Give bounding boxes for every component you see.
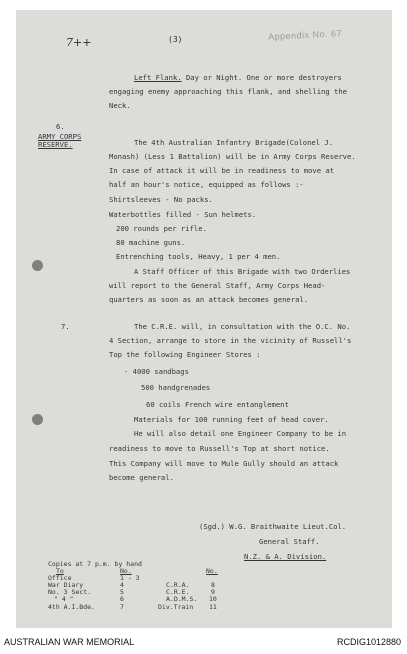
punch-hole xyxy=(32,414,43,425)
copies-col-no: No. xyxy=(120,567,132,575)
copies-row: C.R.A. xyxy=(166,581,190,589)
section-6-line: Monash) (Less 1 Battalion) will be in Army Corps Reserve. xyxy=(109,152,356,161)
page-number: (3) xyxy=(168,35,183,44)
section-6-line: half an hour's notice, equipped as follows :- xyxy=(109,180,304,189)
document-page xyxy=(16,10,392,628)
copies-row: War Diary xyxy=(48,581,84,589)
left-flank-line-3: Neck. xyxy=(109,101,131,110)
section-7-line: This Company will move to Mule Gully should an attack xyxy=(109,459,339,468)
copies-row: Div.Train xyxy=(158,603,194,611)
punch-hole xyxy=(32,260,43,271)
section-6-line: Waterbottles filled - Sun helmets. xyxy=(109,210,257,219)
copies-row: 8 xyxy=(211,581,215,589)
signature-line: General Staff. xyxy=(259,537,320,546)
section-6-line: 80 machine guns. xyxy=(116,238,186,247)
section-6-line: Entrenching tools, Heavy, 1 per 4 men. xyxy=(116,252,281,261)
copies-row: 4th A.I.Bde. xyxy=(48,603,95,611)
copies-header: Copies at 7 p.m. by hand xyxy=(48,560,142,568)
copies-row: 11 xyxy=(209,603,217,611)
section-6-line: In case of attack it will be in readiness to move at xyxy=(109,166,335,175)
appendix-stamp: Appendix No. 67 xyxy=(267,28,343,42)
copies-row: Office xyxy=(48,574,72,582)
footer-record-id: RCDIG1012880 xyxy=(336,637,401,647)
section-6-line: Shirtsleeves - No packs. xyxy=(109,195,213,204)
copies-row: No. 3 Sect. xyxy=(48,588,92,596)
copies-row: C.R.E. xyxy=(166,588,190,596)
copies-row: 7 xyxy=(120,603,124,611)
copies-row: 5 xyxy=(120,588,124,596)
section-7-line: He will also detail one Engineer Company to be in xyxy=(134,429,347,438)
section-7-line: - 4000 sandbags xyxy=(124,367,189,376)
section-7-line: Top the following Engineer Stores : xyxy=(109,350,261,359)
copies-row: 6 xyxy=(120,595,124,603)
signature-line: (Sgd.) W.G. Braithwaite Lieut.Col. xyxy=(199,522,347,531)
section-7-line: Materials for 100 running feet of head cover. xyxy=(134,415,329,424)
copies-row: 9 xyxy=(211,588,215,596)
section-6-line: quarters as soon as an attack becomes general. xyxy=(109,295,309,304)
copies-row: 1 - 3 xyxy=(120,574,140,582)
section-6-line: 200 rounds per rifle. xyxy=(116,224,207,233)
copies-row: 10 xyxy=(209,595,217,603)
copies-row: 4 xyxy=(120,581,124,589)
section-7-line: 500 handgrenades xyxy=(141,383,211,392)
section-7-line: The C.R.E. will, in consultation with the O.C. No. xyxy=(134,322,351,331)
section-7-line: 60 coils French wire entanglement xyxy=(146,400,289,409)
copies-row: A.D.M.S. xyxy=(166,595,198,603)
section-6-line: will report to the General Staff, Army Corps Head- xyxy=(109,281,326,290)
copies-col-to: To xyxy=(56,567,64,575)
section-7-line: 4 Section, arrange to store in the vicinity of Russell's xyxy=(109,336,352,345)
signature-line: N.Z. & A. Division. xyxy=(244,552,327,561)
handwritten-annotation: 7++ xyxy=(66,36,92,49)
section-6-number: 6. xyxy=(56,122,65,131)
section-6-line: A Staff Officer of this Brigade with two Orderlies xyxy=(134,267,351,276)
section-7-line: readiness to move to Russell's Top at short notice. xyxy=(109,444,330,453)
footer-institution: AUSTRALIAN WAR MEMORIAL xyxy=(4,637,135,647)
copies-row: " 4 " xyxy=(54,595,74,603)
section-6-line: The 4th Australian Infantry Brigade(Colonel J. xyxy=(134,138,334,147)
left-flank-line-1: Left Flank. Day or Night. One or more destroyers xyxy=(134,73,342,82)
section-7-line: become general. xyxy=(109,473,174,482)
section-6-title-2: RESERVE. xyxy=(38,140,73,149)
section-6-title-1: ARMY CORPS xyxy=(38,132,82,141)
left-flank-heading: Left Flank. xyxy=(134,73,182,82)
copies-col-no-2: No. xyxy=(206,567,218,575)
section-7-number: 7. xyxy=(61,322,70,331)
left-flank-line-2: engaging enemy approaching this flank, and shelling the xyxy=(109,87,347,96)
